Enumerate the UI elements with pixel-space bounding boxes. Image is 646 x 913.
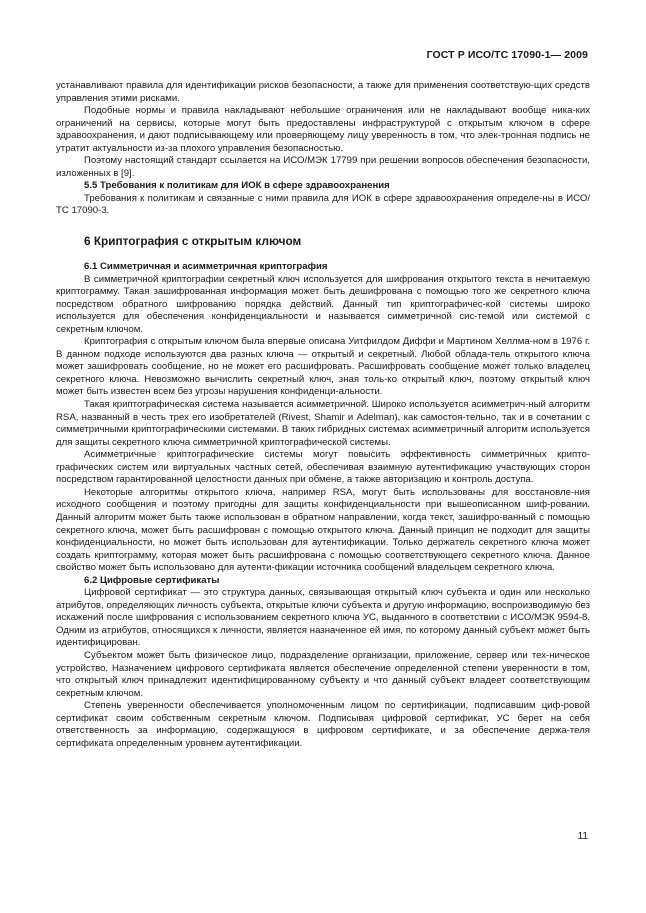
document-header: ГОСТ Р ИСО/ТС 17090-1— 2009 xyxy=(426,49,588,61)
paragraph: устанавливают правила для идентификации рисков безопасности, а также для применения соответствую-щих средств управления этими рисками. xyxy=(56,80,590,104)
paragraph: Требования к политикам и связанные с ними правила для ИОК в сфере здравоохранения определе-ны в ИСО/ТС 17090-3. xyxy=(56,192,590,217)
paragraph: Некоторые алгоритмы открытого ключа, например RSA, могут быть использованы для восстановле-ния исходного сообщения и поэтому пригодны для защиты конфиденциальности при вышеописанном шиф-ровании. Данный алгоритм может быть также использован в обратном направлении, когда текст, зашифро-ванный с помощью секретного ключа, может быть расшифрован с помощью открытого ключа. Данный принцип не подходит для защиты конфиденциальности, но может быть использован для аутентификации. Только держатель секретного ключа может создать криптограмму, которая может быть расшифрована с помощью соответствующего секретного ключа. Данное свойство может быть использовано для аутенти-фикации источника сообщений владельцем секретного ключа. xyxy=(56,486,590,574)
paragraph: Поэтому настоящий стандарт ссылается на ИСО/МЭК 17799 при решении вопросов обеспечения безопасности, изложенных в [9]. xyxy=(56,155,590,179)
section-6-heading: 6 Криптография с открытым ключом xyxy=(84,234,302,249)
paragraph: Такая криптографическая система называется асимметричной. Широко используется асимметрич-ный алгоритм RSA, названный в честь трех его изобретателей (Rivest, Shamir и Adelman), как самостоя-тельно, так и в сочетании с симметричными криптографическими системами. В таких гибридных системах асимметричный алгоритм используется для защиты секретного ключа симметричной криптографической системы. xyxy=(56,399,590,448)
paragraph: Асимметричные криптографические системы могут повысить эффективность симметричных крипто-графических систем или виртуальных частных сетей, обеспечивая взаимную аутентификацию участвующих сторон посредством гарантированной целостности данных при обмене, а также авторизацию и контроль доступа. xyxy=(56,449,590,486)
section-6-1-heading: 6.1 Симметричная и асимметричная криптография xyxy=(84,261,328,273)
paragraph: Подобные нормы и правила накладывают небольшие ограничения или не накладывают вообще ника-ких ограничений на сервисы, которые могут быть предоставлены инфраструктурой с открытым ключом в сфере здравоохранения, и дают подписывающему или проверяющему лицу уверенность в том, что элек-тронная подпись не утратит актуальности из-за плохого управления безопасностью. xyxy=(56,105,590,154)
paragraph: В симметричной криптографии секретный ключ используется для шифрования открытого текста в нечитаемую криптограмму. Такая зашифрованная информация может быть дешифрована с помощью того же секретного ключа посредством обратного шифрованию порядка действий. Данный тип криптографичес-кой системы широко используется для обеспечения конфиденциальности и называется симметричной сис-темой или системой с секретным ключом. xyxy=(56,273,590,335)
paragraph: Криптография с открытым ключом была впервые описана Уитфилдом Диффи и Мартином Хеллма-ном в 1976 г. В данном подходе используются два разных ключа — открытый и секретный. Любой облада-тель открытого ключа может зашифровать сообщение, но не может его расшифровать. Расшифровать сообщение может только владелец секретного ключа. Невозможно вычислить секретный ключ, зная толь-ко открытый ключ, поэтому открытый ключ может быть известен всем без угрозы нарушения конфиденци-альности. xyxy=(56,336,590,398)
page-number: 11 xyxy=(577,831,588,842)
section-6-2-heading: 6.2 Цифровые сертификаты xyxy=(84,574,220,586)
paragraph: Цифровой сертификат — это структура данных, связывающая открытый ключ субъекта и один или несколько атрибутов, определяющих личность субъекта, открытые ключи субъекта и другую информацию, воспроизводимую без искажений после шифрования с использованием секретного ключа УС, выданного в соответствии с ИСО/МЭК 9594-8. Одним из атрибутов, относящихся к личности, является назначенное ей имя, по которому данный субъект может быть идентифицирован. xyxy=(56,587,590,649)
section-5-5-heading: 5.5 Требования к политикам для ИОК в сфере здравоохранения xyxy=(84,180,390,192)
paragraph: Субъектом может быть физическое лицо, подразделение организации, приложение, сервер или тех-ническое устройство. Назначением цифрового сертификата является обеспечение определенной степени уверенности в том, что открытый ключ принадлежит идентифицированному субъекту и что данный субъект владеет соответствующим секретным ключом. xyxy=(56,649,590,699)
paragraph: Степень уверенности обеспечивается уполномоченным лицом по сертификации, подписавшим циф-ровой сертификат своим собственным секретным ключом. Подписывая цифровой сертификат, УС берет на себя ответственность за информацию, содержащуюся в цифровом сертификате, и за обеспечение держа-теля сертификата определенным уровнем аутентификации. xyxy=(56,700,590,749)
page-body xyxy=(56,80,590,750)
